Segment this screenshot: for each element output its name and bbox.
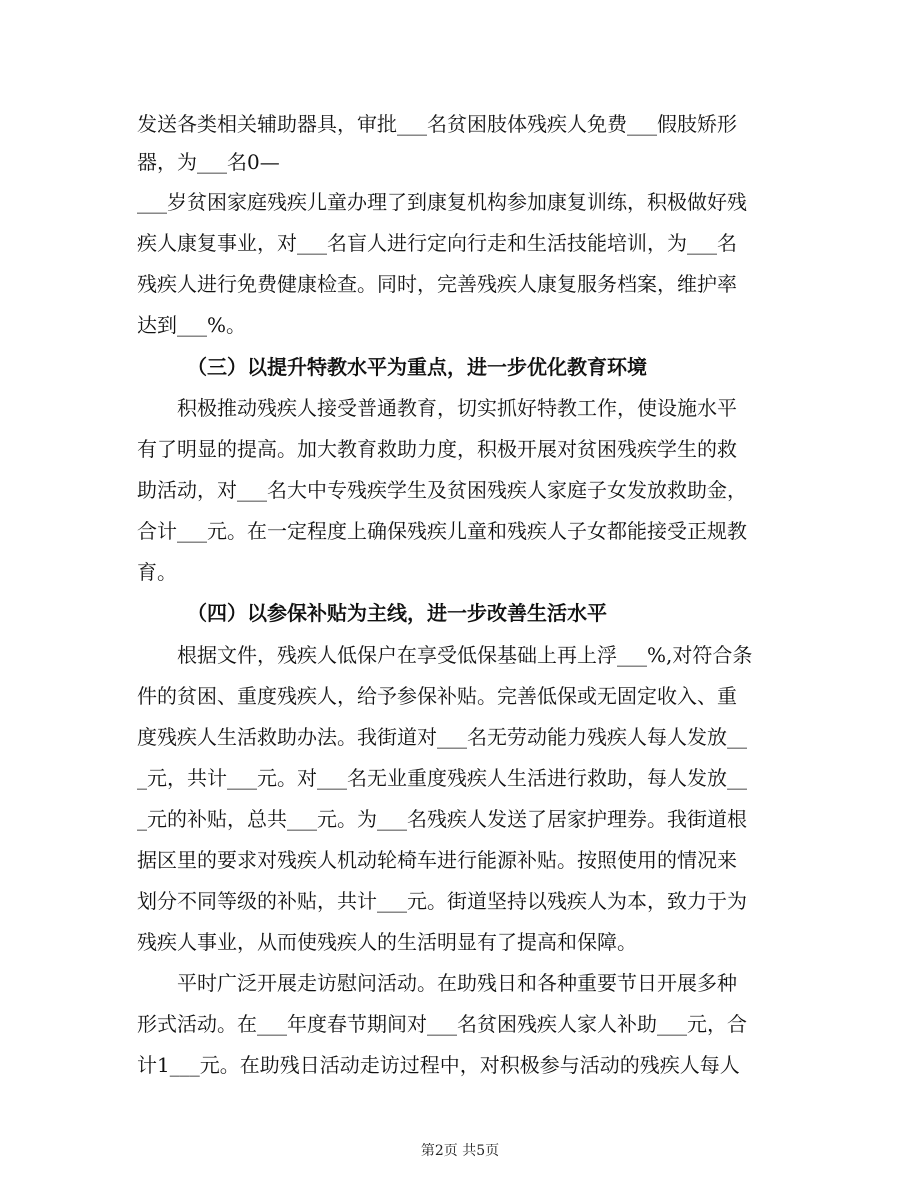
text-line: 达到___%。 (137, 313, 247, 337)
text-line: 度残疾人生活救助办法。我街道对___名无劳动能力残疾人每人发放__ (137, 725, 747, 749)
section-heading-4: （四）以参保补贴为主线，进一步改善生活水平 (187, 601, 607, 625)
text-line: 发送各类相关辅助器具，审批___名贫困肢体残疾人免费___假肢矫形 (137, 112, 737, 136)
text-line: 育。 (137, 560, 177, 584)
paragraph-first-line: 平时广泛开展走访慰问活动。在助残日和各种重要节日开展多种 (177, 971, 737, 995)
text-line: 器，为___名0— (137, 150, 280, 174)
text-line: 件的贫困、重度残疾人，给予参保补贴。完善低保或无固定收入、重 (137, 684, 737, 708)
text-line: 残疾人事业，从而使残疾人的生活明显有了提高和保障。 (137, 930, 637, 954)
text-line: 助活动，对___名大中专残疾学生及贫困残疾人家庭子女发放救助金， (137, 478, 747, 502)
text-line: 合计___元。在一定程度上确保残疾儿童和残疾人子女都能接受正规教 (137, 519, 747, 543)
page-footer: 第2页 共5页 (420, 1143, 500, 1159)
text-line: 划分不同等级的补贴，共计___元。街道坚持以残疾人为本，致力于为 (137, 889, 747, 913)
text-line: ___岁贫困家庭残疾儿童办理了到康复机构参加康复训练，积极做好残 (137, 190, 747, 214)
text-line: 据区里的要求对残疾人机动轮椅车进行能源补贴。按照使用的情况来 (137, 848, 737, 872)
text-line: 疾人康复事业，对___名盲人进行定向行走和生活技能培训，为___名 (137, 231, 737, 255)
text-line: 残疾人进行免费健康检查。同时，完善残疾人康复服务档案，维护率 (137, 272, 737, 296)
text-line: _元的补贴，总共___元。为___名残疾人发送了居家护理券。我街道根 (137, 807, 747, 831)
section-heading-3: （三）以提升特教水平为重点，进一步优化教育环境 (187, 355, 647, 379)
paragraph-first-line: 积极推动残疾人接受普通教育，切实抓好特教工作，使设施水平 (177, 396, 737, 420)
text-line: 形式活动。在___年度春节期间对___名贫困残疾人家人补助___元，合 (137, 1012, 747, 1036)
paragraph-first-line: 根据文件，残疾人低保户在享受低保基础上再上浮___%,对符合条 (177, 643, 753, 667)
text-line: 计1___元。在助残日活动走访过程中，对积极参与活动的残疾人每人 (137, 1053, 740, 1077)
text-line: _元，共计___元。对___名无业重度残疾人生活进行救助，每人发放__ (137, 766, 747, 790)
text-line: 有了明显的提高。加大教育救助力度，积极开展对贫困残疾学生的救 (137, 437, 737, 461)
